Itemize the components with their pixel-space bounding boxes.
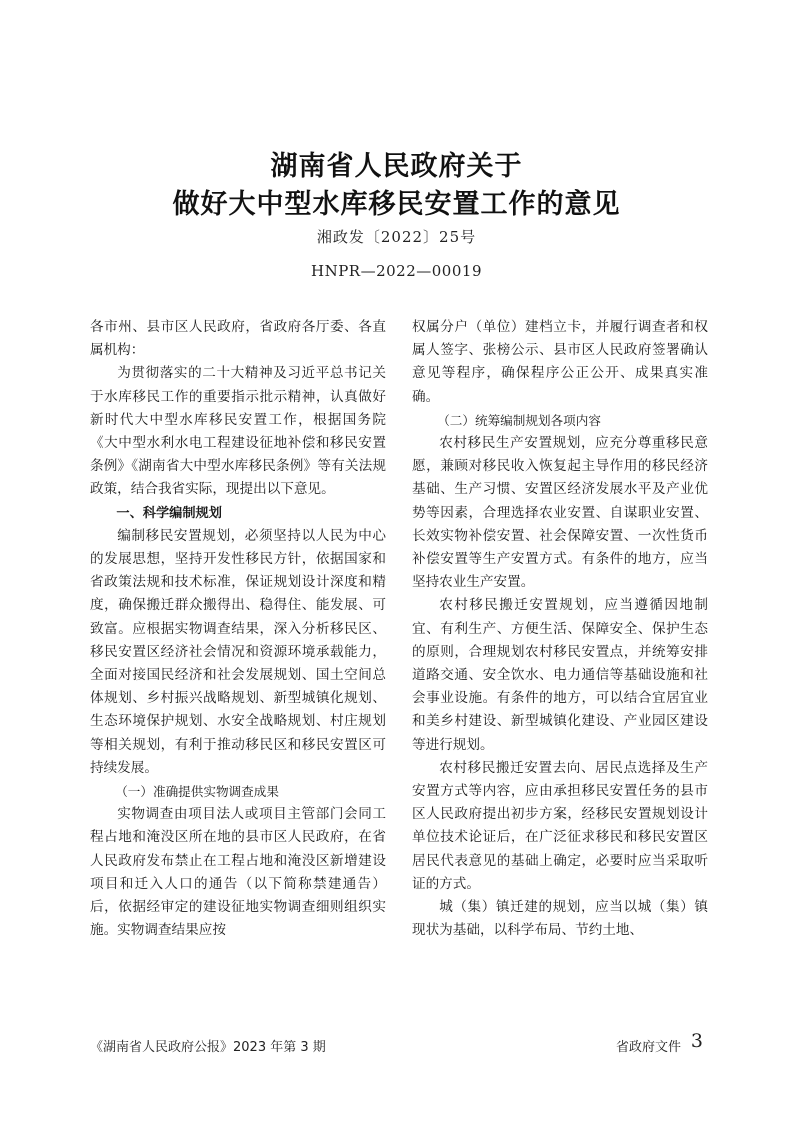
paragraph: 编制移民安置规划，必须坚持以人民为中心的发展思想，坚持开发性移民方针，依据国家和省政策法规和技术标准，保证规划设计深度和精度，确保搬迁群众搬得出、稳得住、能发展、可致富。应根据实物调查结果，深入分析移民区、移民安置区经济社会情况和资源环境承载能力，全面对接国民经济和社会发展规划、国土空间总体规划、乡村振兴战略规划、新型城镇化规划、生态环境保护规划、水安全战略规划、村庄规划等相关规划，有利于推动移民区和移民安置区可持续发展。 (90, 527, 386, 776)
left-column (90, 316, 386, 942)
document-title-line-1: 湖南省人民政府关于 (270, 151, 523, 182)
subsection-heading: （二）统筹编制规划各项内容 (437, 412, 601, 428)
paragraph-continued: 权属分户（单位）建档立卡，并履行调查者和权属人签字、张榜公示、县市区人民政府签署确认意见等程序，确保程序公正公开、成果真实准确。 (412, 319, 708, 405)
document-title-line-2: 做好大中型水库移民安置工作的意见 (172, 189, 621, 220)
paragraph: 实物调查由项目法人或项目主管部门会同工程占地和淹没区所在地的县市区人民政府，在省人民政府发布禁止在工程占地和淹没区新增建设项目和迁入人口的通告（以下简称禁建通告）后，依据经审定的建设征地实物调查细则组织实施。实物调查结果应按 (90, 806, 386, 939)
paragraph: 农村移民生产安置规划，应充分尊重移民意愿，兼顾对移民收入恢复起主导作用的移民经济基础、生产习惯、安置区经济发展水平及产业优势等因素，合理选择农业安置、自谋职业安置、长效实物补偿安置、社会保障安置、一次性货币补偿安置等生产安置方式。有条件的地方，应当坚持农业生产安置。 (412, 435, 708, 591)
salutation: 各市州、县市区人民政府，省政府各厅委、各直属机构： (90, 319, 386, 359)
footer-publication: 《湖南省人民政府公报》2023 年第 3 期 (90, 1040, 326, 1055)
document-code: HNPR—2022—00019 (311, 262, 482, 280)
document-number: 湘政发〔2022〕25号 (316, 228, 477, 246)
paragraph: 为贯彻落实的二十大精神及习近平总书记关于水库移民工作的重要指示批示精神，认真做好新时代大中型水库移民安置工作，根据国务院《大中型水利水电工程建设征地补偿和移民安置条例》《湖南省大中型水库移民条例》等有关法规政策，结合我省实际，现提出以下意见。 (90, 365, 386, 498)
page-number: 3 (690, 1030, 703, 1052)
section-heading: 一、科学编制规划 (116, 505, 222, 521)
right-column (412, 316, 708, 942)
subsection-heading: （一）准确提供实物调查成果 (115, 784, 279, 800)
paragraph: 城（集）镇迁建的规划，应当以城（集）镇现状为基础，以科学布局、节约土地、 (412, 899, 708, 939)
paragraph: 农村移民搬迁安置规划，应当遵循因地制宜、有利生产、方便生活、保障安全、保护生态的原则，合理规划农村移民安置点，并统筹安排道路交通、安全饮水、电力通信等基础设施和社会事业设施。有条件的地方，可以结合宜居宜业和美乡村建设、新型城镇化建设、产业园区建设等进行规划。 (412, 597, 708, 753)
paragraph: 农村移民搬迁安置去向、居民点选择及生产安置方式等内容，应由承担移民安置任务的县市区人民政府提出初步方案，经移民安置规划设计单位技术论证后，在广泛征求移民和移民安置区居民代表意见的基础上确定，必要时应当采取听证的方式。 (412, 759, 708, 892)
footer-section: 省政府文件 (615, 1040, 681, 1055)
